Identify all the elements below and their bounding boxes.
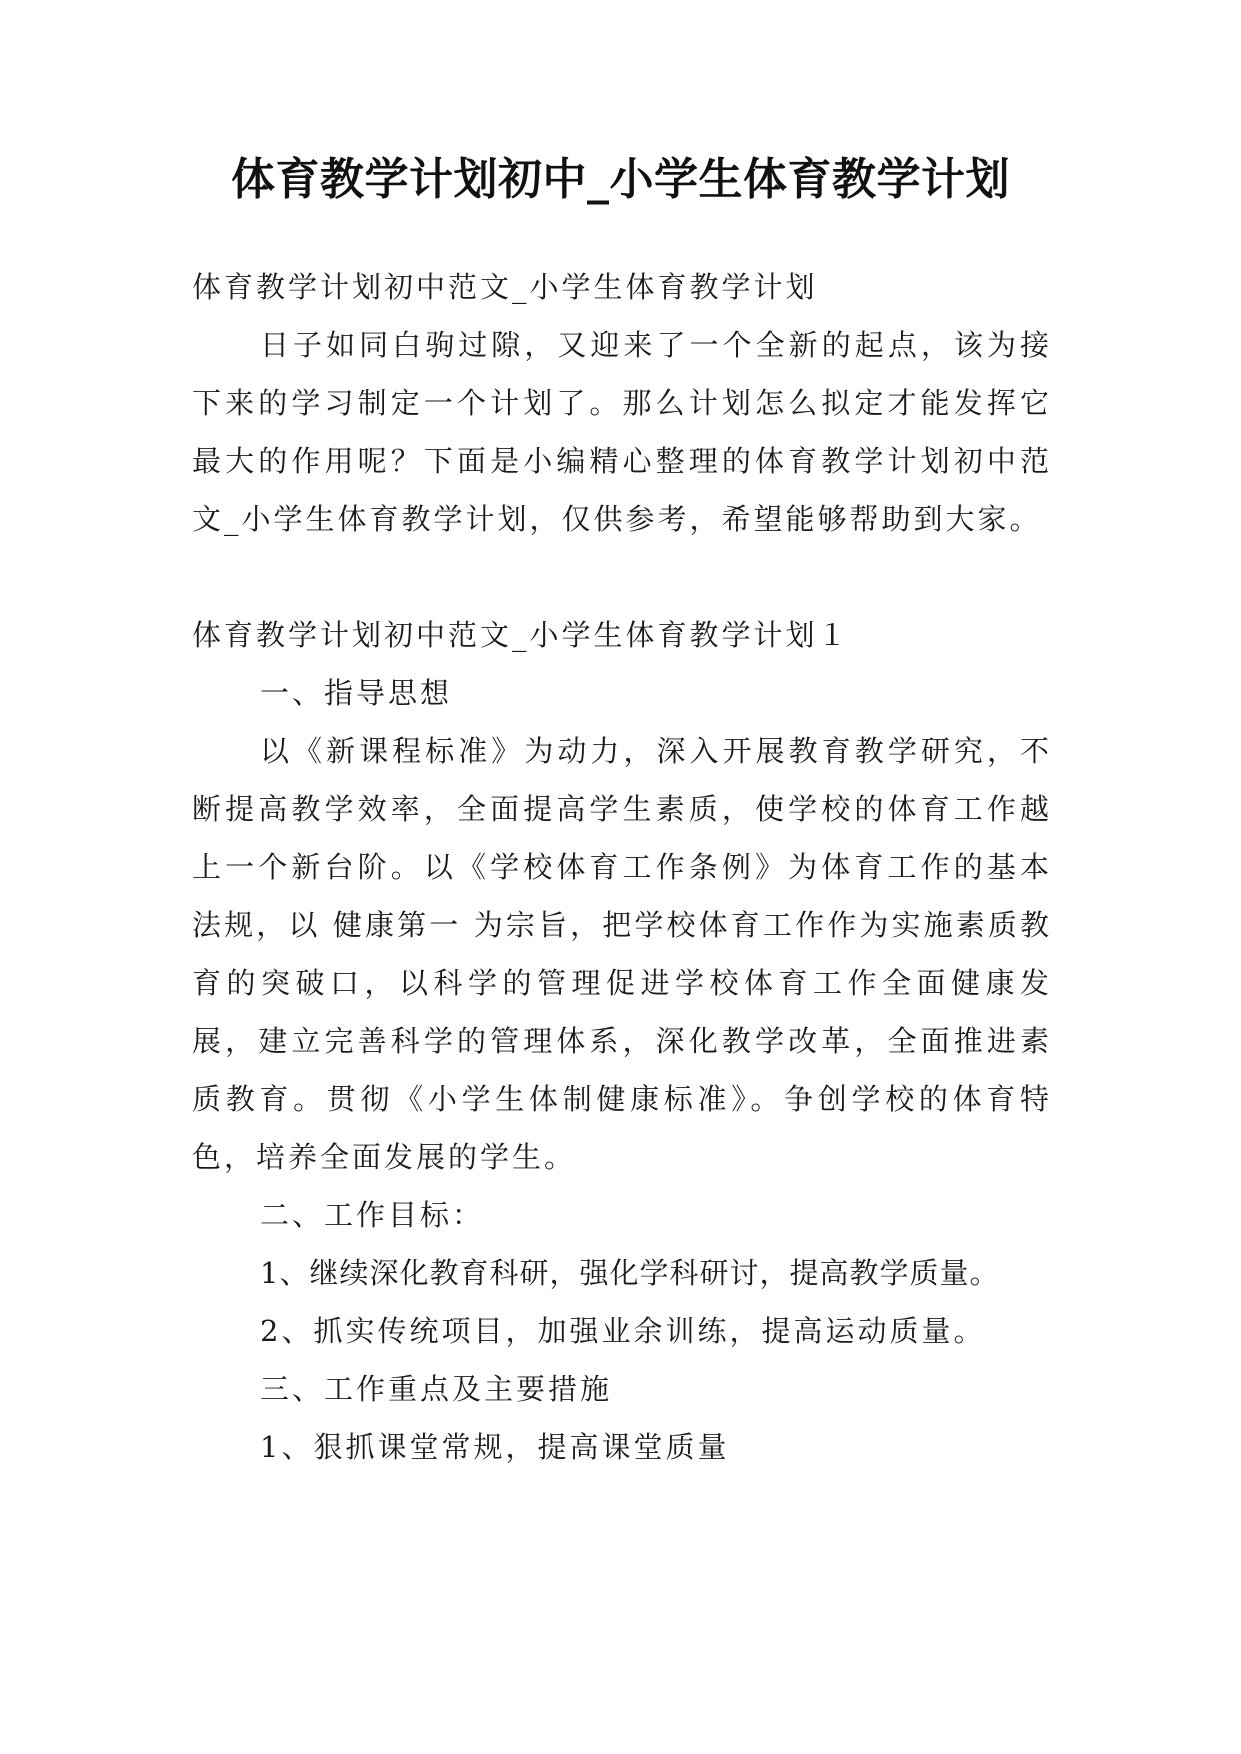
document-body	[192, 258, 1052, 1476]
document-subtitle: 体育教学计划初中范文_小学生体育教学计划	[192, 270, 818, 304]
paragraph-spacer	[192, 548, 1052, 606]
section-heading: 体育教学计划初中范文_小学生体育教学计划１	[192, 618, 850, 652]
key-measure-item-1: 1、狠抓课堂常规，提高课堂质量	[260, 1430, 730, 1464]
heading-key-measures: 三、工作重点及主要措施	[260, 1372, 613, 1406]
heading-guiding-ideology: 一、指导思想	[260, 676, 453, 710]
work-goal-item-2: 2、抓实传统项目，加强业余训练，提高运动质量。	[260, 1314, 986, 1348]
intro-paragraph: 日子如同白驹过隙，又迎来了一个全新的起点，该为接下来的学习制定一个计划了。那么计划怎么拟定才能发挥它最大的作用呢？下面是小编精心整理的体育教学计划初中范文_小学生体育教学计划，仅供参考，希望能够帮助到大家。	[192, 328, 1052, 536]
guiding-ideology-paragraph: 以《新课程标准》为动力，深入开展教育教学研究，不断提高教学效率，全面提高学生素质，使学校的体育工作越上一个新台阶。以《学校体育工作条例》为体育工作的基本法规，以 健康第一 为宗旨，把学校体育工作作为实施素质教育的突破口，以科学的管理促进学校体育工作全面健康发展，建立完善科学的管理体系，深化教学改革，全面推进素质教育。贯彻《小学生体制健康标准》。争创学校的体育特色，培养全面发展的学生。	[192, 734, 1052, 1174]
work-goal-item-1: 1、继续深化教育科研，强化学科研讨，提高教学质量。	[260, 1256, 1000, 1290]
document-title: 体育教学计划初中_小学生体育教学计划	[231, 154, 1010, 205]
heading-work-goals: 二、工作目标：	[260, 1198, 485, 1232]
